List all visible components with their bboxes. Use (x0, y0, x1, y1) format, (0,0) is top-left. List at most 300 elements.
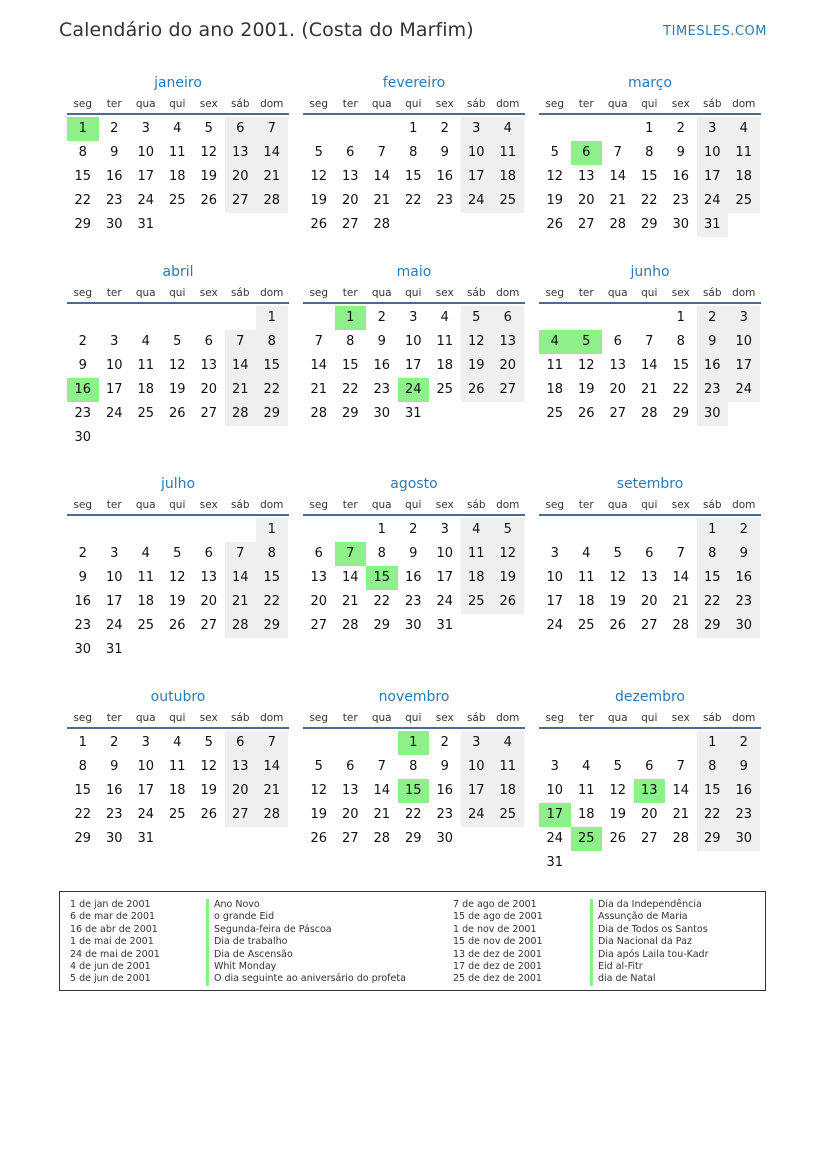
empty-cell (303, 306, 335, 330)
weekday-label: qui (405, 98, 422, 110)
day-cell: 16 (672, 169, 690, 184)
weekday-label: sáb (466, 499, 486, 511)
weekday-label: qua (607, 98, 628, 110)
day-cell: 8 (676, 334, 685, 349)
empty-cell (225, 827, 257, 851)
empty-cell (697, 851, 729, 875)
weekday-label: sáb (702, 287, 722, 299)
day-cell: 25 (137, 618, 155, 633)
day-cell: 29 (256, 402, 288, 426)
month-title: dezembro (615, 689, 685, 705)
holiday-day-cell: 4 (539, 330, 571, 354)
day-cell: 14 (256, 755, 288, 779)
day-cell: 10 (546, 570, 564, 585)
empty-cell (492, 402, 524, 426)
month-title: maio (396, 264, 432, 280)
legend-holiday-name: Dia após Laila tou-Kadr (590, 949, 708, 961)
day-cell: 21 (256, 779, 288, 803)
day-cell: 26 (546, 217, 564, 232)
weekday-label: dom (732, 499, 756, 511)
day-cell: 4 (141, 334, 150, 349)
legend-holiday-name: Eid al-Fitr (590, 961, 708, 973)
empty-cell (461, 402, 493, 426)
day-cell: 16 (697, 354, 729, 378)
day-cell: 21 (341, 594, 359, 609)
weekday-label: qui (169, 712, 186, 724)
day-cell: 11 (546, 358, 564, 373)
day-cell: 28 (373, 831, 391, 846)
day-cell: 26 (609, 831, 627, 846)
empty-cell (429, 213, 461, 237)
day-cell: 19 (577, 382, 595, 397)
day-cell: 13 (609, 358, 627, 373)
month-julho (67, 473, 289, 662)
weekday-label: ter (342, 499, 358, 511)
day-cell: 2 (78, 334, 87, 349)
empty-cell (162, 827, 194, 851)
weekday-label: ter (106, 499, 122, 511)
day-cell: 24 (546, 618, 564, 633)
holiday-day-cell: 15 (366, 566, 398, 590)
day-cell: 6 (613, 334, 622, 349)
day-cell: 15 (74, 169, 92, 184)
empty-cell (602, 851, 634, 875)
day-cell: 18 (461, 566, 493, 590)
legend-date: 5 de jun de 2001 (70, 973, 151, 985)
day-cell: 8 (697, 542, 729, 566)
weekday-label: ter (106, 98, 122, 110)
day-cell: 22 (672, 382, 690, 397)
day-cell: 27 (200, 618, 218, 633)
week-row (539, 141, 761, 165)
weekday-label: seg (309, 98, 329, 110)
day-cell: 15 (74, 783, 92, 798)
day-cell: 29 (404, 831, 422, 846)
day-cell: 18 (168, 783, 186, 798)
weekday-label: qua (371, 712, 392, 724)
day-cell: 12 (577, 358, 595, 373)
day-cell: 26 (168, 618, 186, 633)
weekday-header (303, 97, 525, 115)
day-cell: 8 (78, 759, 87, 774)
day-cell: 22 (256, 590, 288, 614)
day-cell: 31 (137, 217, 155, 232)
weekday-label: qui (169, 287, 186, 299)
legend-holiday-name: Dia de trabalho (206, 936, 406, 948)
empty-cell (225, 426, 257, 450)
day-cell: 31 (404, 406, 422, 421)
weekday-label: ter (342, 712, 358, 724)
day-cell: 20 (341, 193, 359, 208)
weekday-label: ter (342, 287, 358, 299)
day-cell: 16 (728, 566, 760, 590)
day-cell: 21 (672, 807, 690, 822)
page-title: Calendário do ano 2001. (Costa do Marfim) (59, 19, 474, 41)
weekday-label: sáb (466, 98, 486, 110)
legend-date: 4 de jun de 2001 (70, 960, 151, 972)
day-cell: 19 (200, 169, 218, 184)
day-cell: 9 (377, 334, 386, 349)
weekday-label: qui (169, 499, 186, 511)
brand-link[interactable]: TIMESLES.COM (663, 24, 767, 39)
weekday-label: ter (578, 287, 594, 299)
day-cell: 14 (225, 354, 257, 378)
week-row (539, 378, 761, 402)
day-cell: 23 (436, 807, 454, 822)
weekday-label: dom (260, 98, 284, 110)
weekday-label: seg (545, 287, 565, 299)
weekday-header (67, 97, 289, 115)
day-cell: 10 (137, 759, 155, 774)
weekday-label: seg (73, 98, 93, 110)
day-cell: 5 (314, 759, 323, 774)
week-row (303, 827, 525, 851)
empty-cell (193, 306, 225, 330)
day-cell: 3 (409, 310, 418, 325)
day-cell: 9 (409, 546, 418, 561)
legend-holiday-name: Whit Monday (206, 961, 406, 973)
day-cell: 26 (200, 193, 218, 208)
day-cell: 29 (341, 406, 359, 421)
day-cell: 30 (728, 827, 760, 851)
day-cell: 17 (105, 382, 123, 397)
legend-date: 24 de mai de 2001 (70, 948, 160, 960)
day-cell: 20 (200, 382, 218, 397)
day-cell: 7 (314, 334, 323, 349)
day-cell: 12 (310, 783, 328, 798)
day-cell: 1 (697, 518, 729, 542)
day-cell: 29 (697, 827, 729, 851)
day-cell: 11 (728, 141, 760, 165)
day-cell: 19 (492, 566, 524, 590)
week-row (303, 542, 525, 566)
day-cell: 16 (105, 169, 123, 184)
day-cell: 15 (256, 566, 288, 590)
day-cell: 17 (404, 358, 422, 373)
day-cell: 23 (672, 193, 690, 208)
weekday-header (67, 498, 289, 516)
empty-cell (225, 306, 257, 330)
day-cell: 10 (105, 358, 123, 373)
day-cell: 9 (440, 759, 449, 774)
month-title: fevereiro (382, 75, 446, 91)
day-cell: 9 (676, 145, 685, 160)
month-janeiro (67, 72, 289, 237)
day-cell: 19 (609, 594, 627, 609)
day-cell: 1 (256, 518, 288, 542)
empty-cell (99, 306, 131, 330)
day-cell: 12 (609, 570, 627, 585)
day-cell: 18 (137, 594, 155, 609)
weekday-label: sex (671, 499, 690, 511)
day-cell: 8 (256, 542, 288, 566)
empty-cell (335, 731, 367, 755)
day-cell: 20 (640, 807, 658, 822)
day-cell: 21 (310, 382, 328, 397)
week-row (539, 165, 761, 189)
weekday-header (539, 286, 761, 304)
weekday-label: qua (135, 712, 156, 724)
day-cell: 3 (110, 334, 119, 349)
weekday-label: seg (73, 287, 93, 299)
weekday-label: dom (732, 98, 756, 110)
day-cell: 30 (436, 831, 454, 846)
day-cell: 23 (105, 807, 123, 822)
day-cell: 21 (256, 165, 288, 189)
day-cell: 11 (436, 334, 454, 349)
empty-cell (130, 518, 162, 542)
empty-cell (193, 426, 225, 450)
empty-cell (492, 827, 524, 851)
weekday-header (539, 97, 761, 115)
empty-cell (162, 426, 194, 450)
day-cell: 2 (697, 306, 729, 330)
weekday-label: seg (73, 499, 93, 511)
weekday-header (539, 498, 761, 516)
month-title: junho (630, 264, 670, 280)
week-row (67, 566, 289, 590)
day-cell: 16 (373, 358, 391, 373)
day-cell: 1 (256, 306, 288, 330)
day-cell: 8 (256, 330, 288, 354)
day-cell: 31 (436, 618, 454, 633)
weekday-label: seg (545, 712, 565, 724)
day-cell: 3 (461, 731, 493, 755)
weekday-label: sex (671, 712, 690, 724)
holiday-day-cell: 6 (571, 141, 603, 165)
holiday-day-cell: 1 (398, 731, 430, 755)
day-cell: 15 (341, 358, 359, 373)
empty-cell (539, 306, 571, 330)
empty-cell (99, 426, 131, 450)
day-cell: 30 (697, 402, 729, 426)
day-cell: 22 (404, 807, 422, 822)
weekday-label: qui (641, 98, 658, 110)
weekday-label: sáb (230, 98, 250, 110)
empty-cell (256, 827, 288, 851)
weekday-label: dom (496, 287, 520, 299)
day-cell: 19 (200, 783, 218, 798)
week-row (539, 590, 761, 614)
day-cell: 6 (346, 145, 355, 160)
week-row (67, 803, 289, 827)
week-row (67, 426, 289, 450)
legend-date: 1 de mai de 2001 (70, 936, 154, 948)
day-cell: 23 (373, 382, 391, 397)
day-cell: 10 (546, 783, 564, 798)
day-cell: 10 (461, 141, 493, 165)
day-cell: 20 (341, 807, 359, 822)
day-cell: 21 (640, 382, 658, 397)
holiday-day-cell: 15 (398, 779, 430, 803)
day-cell: 12 (492, 542, 524, 566)
day-cell: 25 (461, 590, 493, 614)
empty-cell (256, 213, 288, 237)
day-cell: 28 (640, 406, 658, 421)
empty-cell (492, 213, 524, 237)
weekday-label: sáb (466, 287, 486, 299)
day-cell: 2 (78, 546, 87, 561)
day-cell: 9 (78, 570, 87, 585)
weekday-label: sex (435, 287, 454, 299)
legend-holiday-name: dia de Natal (590, 973, 708, 985)
legend-date: 7 de ago de 2001 (453, 899, 537, 910)
week-row (303, 330, 525, 354)
week-row (303, 590, 525, 614)
day-cell: 7 (377, 759, 386, 774)
day-cell: 21 (609, 193, 627, 208)
weekday-label: ter (342, 98, 358, 110)
day-cell: 1 (645, 121, 654, 136)
day-cell: 19 (168, 382, 186, 397)
day-cell: 27 (341, 217, 359, 232)
legend-holiday-name: o grande Eid (206, 911, 406, 923)
day-cell: 13 (577, 169, 595, 184)
day-cell: 30 (105, 217, 123, 232)
day-cell: 14 (225, 566, 257, 590)
day-cell: 15 (404, 169, 422, 184)
empty-cell (193, 213, 225, 237)
day-cell: 12 (168, 570, 186, 585)
weekday-label: qui (405, 499, 422, 511)
day-cell: 27 (640, 618, 658, 633)
day-cell: 29 (697, 614, 729, 638)
day-cell: 12 (168, 358, 186, 373)
weekday-label: dom (260, 712, 284, 724)
day-cell: 15 (256, 354, 288, 378)
month-outubro (67, 686, 289, 851)
empty-cell (256, 426, 288, 450)
week-row (67, 189, 289, 213)
weekday-label: sáb (702, 499, 722, 511)
day-cell: 28 (373, 217, 391, 232)
day-cell: 19 (310, 807, 328, 822)
day-cell: 6 (645, 546, 654, 561)
weekday-label: sáb (230, 499, 250, 511)
empty-cell (193, 638, 225, 662)
day-cell: 2 (110, 735, 119, 750)
legend-dates-left (70, 899, 160, 986)
week-row (303, 779, 525, 803)
day-cell: 11 (168, 145, 186, 160)
week-row (539, 189, 761, 213)
day-cell: 12 (461, 330, 493, 354)
day-cell: 26 (609, 618, 627, 633)
day-cell: 23 (74, 406, 92, 421)
empty-cell (335, 117, 367, 141)
weekday-label: sáb (466, 712, 486, 724)
day-cell: 23 (436, 193, 454, 208)
month-abril (67, 261, 289, 450)
day-cell: 27 (200, 406, 218, 421)
weekday-label: dom (496, 712, 520, 724)
day-cell: 30 (74, 642, 92, 657)
day-cell: 6 (204, 334, 213, 349)
empty-cell (602, 731, 634, 755)
day-cell: 20 (609, 382, 627, 397)
week-row (303, 141, 525, 165)
week-row (67, 117, 289, 141)
day-cell: 17 (461, 779, 493, 803)
legend-dates-right (453, 899, 543, 986)
empty-cell (366, 117, 398, 141)
day-cell: 17 (461, 165, 493, 189)
day-cell: 25 (137, 406, 155, 421)
day-cell: 25 (577, 618, 595, 633)
empty-cell (429, 402, 461, 426)
day-cell: 27 (341, 831, 359, 846)
day-cell: 4 (582, 759, 591, 774)
empty-cell (303, 518, 335, 542)
day-cell: 5 (173, 546, 182, 561)
day-cell: 16 (404, 570, 422, 585)
day-cell: 19 (461, 354, 493, 378)
weekday-label: dom (732, 712, 756, 724)
day-cell: 14 (256, 141, 288, 165)
weekday-label: dom (260, 499, 284, 511)
day-cell: 10 (697, 141, 729, 165)
week-row (303, 378, 525, 402)
day-cell: 27 (640, 831, 658, 846)
day-cell: 11 (577, 570, 595, 585)
weekday-label: qui (405, 287, 422, 299)
weekday-label: qua (371, 287, 392, 299)
day-cell: 12 (546, 169, 564, 184)
empty-cell (492, 614, 524, 638)
day-cell: 11 (492, 755, 524, 779)
day-cell: 28 (609, 217, 627, 232)
day-cell: 4 (173, 121, 182, 136)
day-cell: 21 (225, 590, 257, 614)
weekday-label: qua (135, 98, 156, 110)
empty-cell (634, 731, 666, 755)
day-cell: 30 (373, 406, 391, 421)
day-cell: 25 (492, 189, 524, 213)
legend-holiday-name: Ano Novo (206, 899, 406, 911)
weekday-header (303, 498, 525, 516)
weekday-label: sáb (702, 98, 722, 110)
day-cell: 20 (640, 594, 658, 609)
legend-date: 25 de dez de 2001 (453, 973, 542, 985)
day-cell: 31 (546, 855, 564, 870)
day-cell: 28 (341, 618, 359, 633)
day-cell: 17 (728, 354, 760, 378)
weekday-label: ter (106, 287, 122, 299)
legend-holiday-name: Assunção de Maria (590, 911, 708, 923)
week-row (303, 803, 525, 827)
day-cell: 13 (341, 169, 359, 184)
day-cell: 28 (672, 831, 690, 846)
day-cell: 9 (110, 759, 119, 774)
day-cell: 21 (373, 807, 391, 822)
day-cell: 5 (613, 759, 622, 774)
day-cell: 11 (137, 358, 155, 373)
empty-cell (461, 614, 493, 638)
weekday-label: dom (496, 499, 520, 511)
weekday-label: qui (169, 98, 186, 110)
empty-cell (162, 213, 194, 237)
day-cell: 16 (436, 169, 454, 184)
day-cell: 18 (492, 779, 524, 803)
day-cell: 1 (78, 735, 87, 750)
day-cell: 11 (137, 570, 155, 585)
day-cell: 26 (200, 807, 218, 822)
day-cell: 27 (310, 618, 328, 633)
month-novembro (303, 686, 525, 851)
legend-holiday-name: Dia de Ascensão (206, 949, 406, 961)
day-cell: 11 (492, 141, 524, 165)
day-cell: 8 (377, 546, 386, 561)
